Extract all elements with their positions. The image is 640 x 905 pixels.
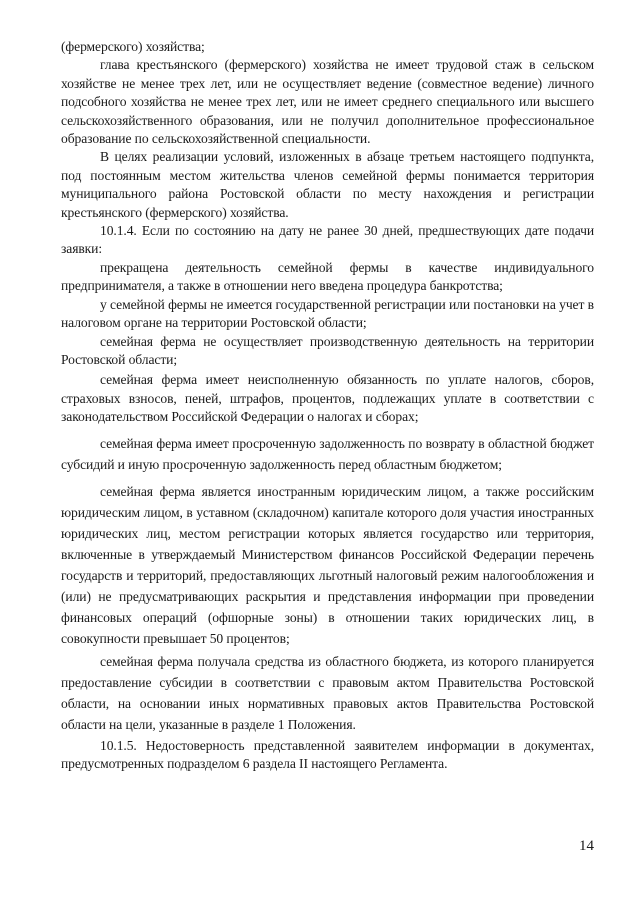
paragraph-no-registration: у семейной фермы не имеется государственной регистрации или постановки на учет в налоговом органе на территории Ростовской области; [61,296,594,331]
paragraph-prior-funding: семейная ферма получала средства из областного бюджета, из которого планируется предоставление субсидии в соответствии с правовым актом Правительства Ростовской области, на основании иных нормативных правовых актов Правительства Ростовской области на цели, указанные в разделе 1 Положения. [61,653,594,732]
paragraph-tax-debt: семейная ферма имеет неисполненную обязанность по уплате налогов, сборов, страховых взносов, пеней, штрафов, процентов, подлежащих уплате в соответствии с законодательством Российской Федерации о налогах и сборах; [61,372,594,425]
paragraph-foreign-entity: семейная ферма является иностранным юридическим лицом, а также российским юридическим лицом, в уставном (складочном) капитале которого доля участия иностранных юридических лиц, местом регистрации которых является государство или территория, включенные в утверждаемый Министерством финансов Российской Федерации перечень государств и территорий, предоставляющих льготный налоговый режим налогообложения и (или) не предусматривающих раскрытия и представления информации при проведении финансовых операций (офшорные зоны) в отношении таких юридических лиц, в совокупности превышает 50 процентов; [61,483,594,646]
paragraph-budget-debt: семейная ферма имеет просроченную задолженность по возврату в областной бюджет субсидий и иную просроченную задолженность перед областным бюджетом; [61,435,594,472]
paragraph-10-1-5: 10.1.5. Недостоверность представленной заявителем информации в документах, предусмотренных подразделом 6 раздела II настоящего Регламента. [61,737,594,771]
paragraph-activity-terminated: прекращена деятельность семейной фермы в качестве индивидуального предпринимателя, а также в отношении него введена процедура банкротства; [61,259,594,294]
page-number: 14 [579,838,594,854]
paragraph-10-1-4: 10.1.4. Если по состоянию на дату не ранее 30 дней, предшествующих дате подачи заявки: [61,223,594,257]
paragraph-continuation: (фермерского) хозяйства; [61,39,205,54]
paragraph-head-qualification: глава крестьянского (фермерского) хозяйства не имеет трудовой стаж в сельском хозяйстве не менее трех лет, или не осуществляет ведение (совместное ведение) личного подсобного хозяйства не менее трех лет, или не имеет среднего специального или высшего сельскохозяйственного образования, или не получил дополнительное профессиональное образование по сельскохозяйственной специальности. [61,57,594,147]
paragraph-no-production: семейная ферма не осуществляет производственную деятельность на территории Ростовской области; [61,333,594,367]
document-body [61,38,594,773]
paragraph-residence-definition: В целях реализации условий, изложенных в абзаце третьем настоящего подпункта, под постоянным местом жительства членов семейной фермы понимается территория муниципального района Ростовской области по месту нахождения и регистрации крестьянского (фермерского) хозяйства. [61,149,594,220]
